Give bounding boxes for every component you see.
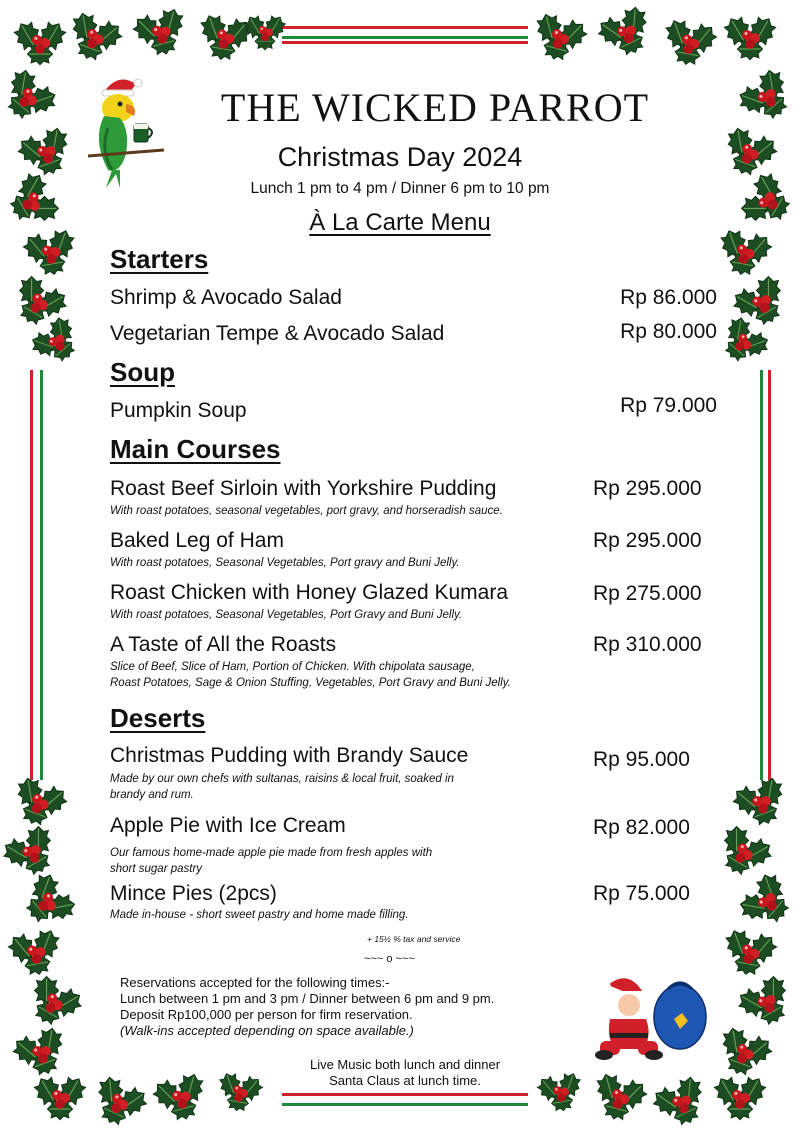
menu-item-name: Roast Beef Sirloin with Yorkshire Pudding bbox=[110, 477, 497, 500]
separator: ~~~ o ~~~ bbox=[364, 953, 415, 965]
reservations-line: Deposit Rp100,000 per person for firm reservation. bbox=[120, 1007, 413, 1022]
menu-item-price: Rp 75.000 bbox=[593, 882, 690, 905]
menu-item-name: Apple Pie with Ice Cream bbox=[110, 814, 346, 837]
santa-claus-icon bbox=[594, 975, 710, 1060]
menu-item-price: Rp 80.000 bbox=[620, 320, 717, 343]
santa-note: Santa Claus at lunch time. bbox=[329, 1073, 481, 1088]
menu-type-heading: À La Carte Menu bbox=[309, 209, 491, 236]
menu-item-description: short sugar pastry bbox=[110, 863, 203, 875]
menu-item-name: Mince Pies (2pcs) bbox=[110, 882, 277, 905]
section-heading-soup: Soup bbox=[110, 357, 175, 387]
menu-item-name: Baked Leg of Ham bbox=[110, 529, 284, 552]
menu-item-description: With roast potatoes, seasonal vegetables, port gravy, and horseradish sauce. bbox=[110, 505, 503, 517]
menu-item-name: A Taste of All the Roasts bbox=[110, 633, 337, 656]
menu-item-name: Pumpkin Soup bbox=[110, 399, 247, 422]
menu-item-name: Shrimp & Avocado Salad bbox=[110, 286, 342, 309]
menu-item-price: Rp 295.000 bbox=[593, 529, 702, 552]
menu-item-price: Rp 275.000 bbox=[593, 582, 702, 605]
menu-item-price: Rp 79.000 bbox=[620, 394, 717, 417]
section-heading-main-courses: Main Courses bbox=[110, 434, 281, 464]
section-heading-deserts: Deserts bbox=[110, 703, 206, 733]
menu-item-name: Roast Chicken with Honey Glazed Kumara bbox=[110, 581, 509, 604]
menu-item-name: Vegetarian Tempe & Avocado Salad bbox=[110, 322, 445, 345]
menu-item-description: Slice of Beef, Slice of Ham, Portion of Chicken. With chipolata sausage, bbox=[110, 661, 475, 673]
menu-item-price: Rp 295.000 bbox=[593, 477, 702, 500]
menu-item-description: With roast potatoes, Seasonal Vegetables, Port Gravy and Buni Jelly. bbox=[110, 609, 463, 621]
reservations-line: (Walk-ins accepted depending on space available.) bbox=[120, 1023, 414, 1038]
menu-item-name: Christmas Pudding with Brandy Sauce bbox=[110, 744, 469, 767]
section-heading-starters: Starters bbox=[110, 244, 209, 274]
menu-item-description: Roast Potatoes, Sage & Onion Stuffing, Vegetables, Port Gravy and Buni Jelly. bbox=[110, 677, 511, 689]
live-music-note: Live Music both lunch and dinner bbox=[309, 1057, 501, 1072]
tax-note: + 15½ % tax and service bbox=[367, 934, 461, 944]
reservations-line: Reservations accepted for the following times:- bbox=[120, 975, 390, 990]
service-hours: Lunch 1 pm to 4 pm / Dinner 6 pm to 10 pm bbox=[250, 180, 550, 197]
menu-item-description: With roast potatoes, Seasonal Vegetables, Port gravy and Buni Jelly. bbox=[110, 557, 460, 569]
menu-item-description: brandy and rum. bbox=[110, 789, 194, 801]
menu-item-description: Made in-house - short sweet pastry and home made filling. bbox=[110, 909, 409, 921]
menu-item-description: Our famous home-made apple pie made from fresh apples with bbox=[110, 847, 433, 859]
menu-item-price: Rp 95.000 bbox=[593, 748, 690, 771]
menu-item-description: Made by our own chefs with sultanas, raisins & local fruit, soaked in bbox=[110, 773, 454, 785]
event-subtitle: Christmas Day 2024 bbox=[277, 142, 523, 172]
reservations-line: Lunch between 1 pm and 3 pm / Dinner between 6 pm and 9 pm. bbox=[120, 991, 495, 1006]
restaurant-title: THE WICKED PARROT bbox=[220, 85, 650, 130]
menu-item-price: Rp 310.000 bbox=[593, 633, 702, 656]
menu-item-price: Rp 82.000 bbox=[593, 816, 690, 839]
menu-item-price: Rp 86.000 bbox=[620, 286, 717, 309]
